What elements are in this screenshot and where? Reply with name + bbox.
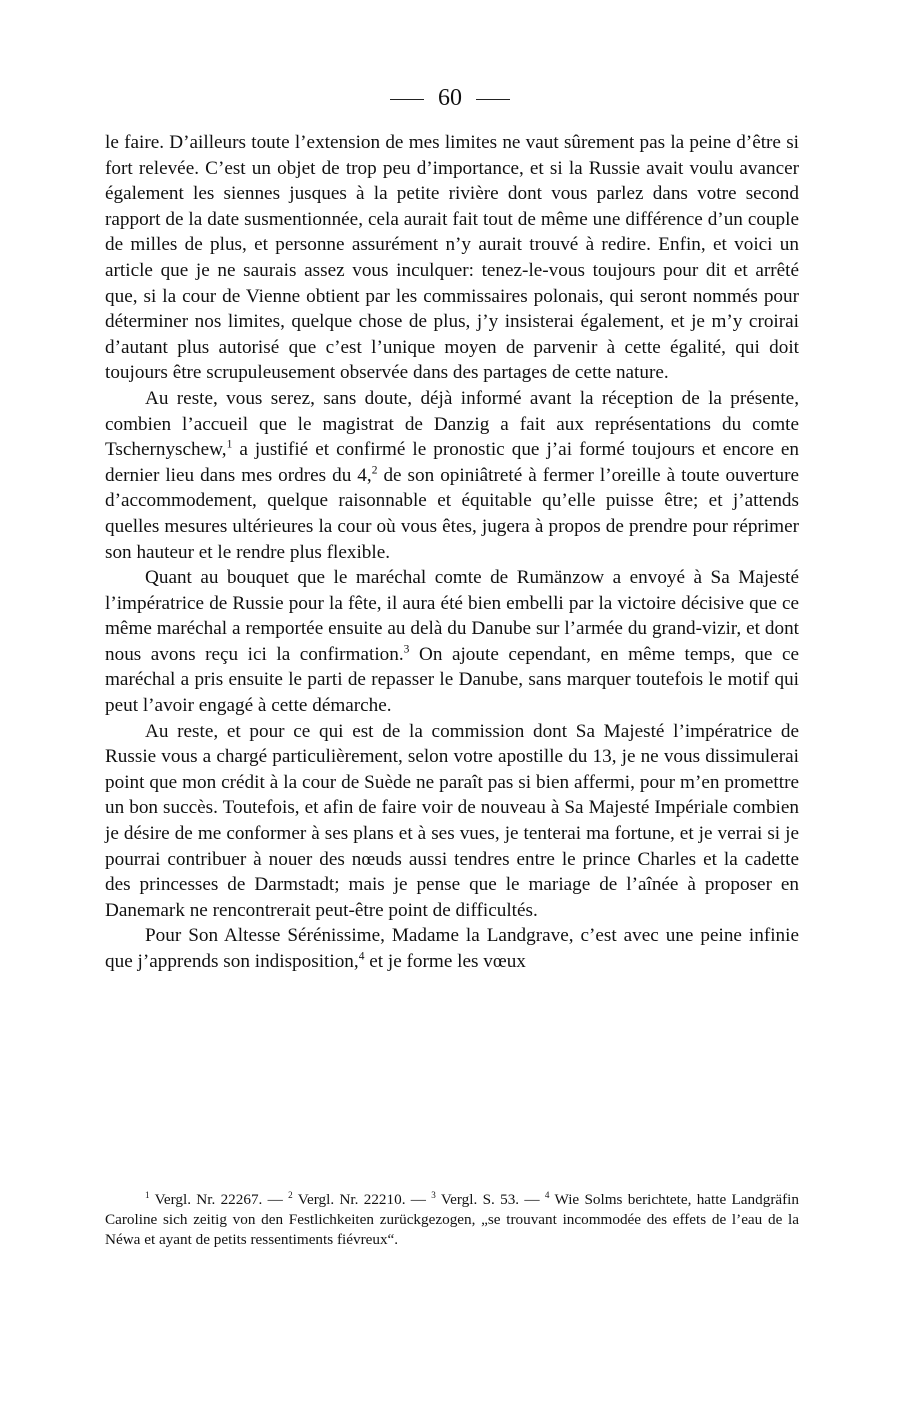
paragraph-1: le faire. D’ailleurs toute l’extension de mes limites ne vaut sûrement pas la peine d’être si fort relevée. C’est un objet de trop peu d’importance, et si la Russie avait voulu avancer également les siennes jusques à la petite rivière dont vous parlez dans votre second rapport de la date susmentionnée, cela aurait fait tout de même une différence d’un couple de milles de plus, et personne assurément n’y aurait trouvé à redire. Enfin, et voici un article que je ne saurais assez vous inculquer: tenez-le-vous toujours pour dit et arrêté que, si la cour de Vienne obtient par les commissaires polonais, qui seront nommés pour déterminer nos limites, quelque chose de plus, j’y insisterai également, et je m’y croirai d’autant plus autorisé que c’est l’unique moyen de parvenir à cette égalité, qui doit toujours être scrupuleusement observée dans des partages de cette nature.	[105, 132, 799, 384]
paragraph-3-text-b: On ajoute cependant, en même temps, que ce maréchal a pris ensuite le parti de repasser le Danube, sans marquer toutefois le motif qui peut l’avoir engagé à cette démarche.	[105, 643, 799, 717]
footnote-2-text: Vergl. Nr. 22210. —	[292, 1191, 432, 1208]
footnote-ref-2: 2	[371, 464, 378, 477]
header-dash-right	[476, 99, 510, 100]
footnotes	[105, 1190, 799, 1250]
paragraph-2-text-c: de son opiniâtreté à fermer l’oreille à toute ouverture d’accommodement, quelque raisonnable et équitable qu’elle puisse être; et j’attends quelles mesures ultérieures la cour où vous êtes, jugera à propos de prendre pour réprimer son hauteur et le rendre plus flexible.	[105, 464, 799, 563]
footnote-4-text: Wie Solms berichtete, hatte Landgräfin Caroline sich zeitig von den Festlichkeiten zurückgezogen, „se trouvant incommodée des effets de l’eau de la Néwa et ayant de petits ressentiments fiévreux“.	[105, 1191, 799, 1248]
paragraph-5	[105, 923, 799, 974]
footnote-mark-4: 4	[544, 1189, 550, 1200]
paragraph-2	[105, 386, 799, 565]
paragraph-2-text-b: a justifié et confirmé le pronostic que j’ai formé toujours et encore en dernier lieu dans mes ordres du 4,	[105, 439, 799, 486]
page-number: 60	[438, 85, 462, 111]
footnote-ref-1: 1	[226, 438, 233, 451]
paragraph-3	[105, 565, 799, 719]
footnote-ref-3: 3	[403, 643, 410, 656]
footnote-1-text: Vergl. Nr. 22267. —	[149, 1191, 289, 1208]
paragraph-4: Au reste, et pour ce qui est de la commission dont Sa Majesté l’impératrice de Russie vous a chargé particulièrement, selon votre apostille du 13, je ne vous dissimulerai point que mon crédit à la cour de Suède ne paraît pas si bien affermi, pour m’en promettre un bon succès. Toutefois, et afin de faire voir de nouveau à Sa Majesté Impériale combien je désire de me conformer à ses plans et à ses vues, je tenterai ma fortune, et je verrai si je pourrai contribuer à nouer des nœuds aussi tendres entre le prince Charles et la cadette des princesses de Darmstadt; mais je pense que le mariage de l’aînée à proposer en Danemark ne rencontrerait peut-être point de difficultés.	[105, 720, 799, 921]
paragraph-5-text-b: et je forme les vœux	[364, 951, 526, 972]
header-dash-left	[390, 99, 424, 100]
footnote-mark-3: 3	[431, 1189, 436, 1200]
paragraph-2-text-a: Au reste, vous serez, sans doute, déjà informé avant la réception de la présente, combien l’accueil que le magistrat de Danzig a fait aux représentations du comte Tschernyschew,	[105, 387, 799, 461]
footnote-3-text: Vergl. S. 53. —	[435, 1191, 545, 1208]
paragraph-3-text-a: Quant au bouquet que le maréchal comte de Rumänzow a envoyé à Sa Majesté l’impératrice de Russie pour la fête, il aura été bien embelli par la victoire décisive que ce même maréchal a remportée ensuite au delà du Danube sur l’armée du grand-vizir, et dont nous avons reçu ici la confirmation.	[105, 567, 799, 665]
footnote-mark-2: 2	[288, 1189, 293, 1200]
footnote-ref-4: 4	[358, 950, 365, 963]
paragraph-5-text-a: Pour Son Altesse Sérénissime, Madame la Landgrave, c’est avec une peine infinie que j’apprends son indisposition,	[105, 925, 799, 972]
footnote-mark-1: 1	[145, 1189, 150, 1200]
page-header	[0, 84, 900, 112]
body-text	[105, 130, 799, 975]
